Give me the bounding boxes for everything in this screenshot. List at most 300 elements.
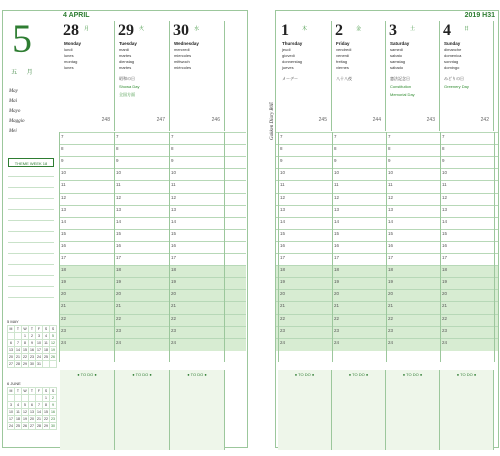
grid-divider bbox=[59, 132, 60, 362]
day-name: samedi bbox=[390, 47, 403, 52]
hour-label: 17 bbox=[388, 255, 394, 261]
hour-label: 24 bbox=[334, 339, 340, 345]
mini-calendar-may: 5 MAY M T W T F S S 1 2 3 4 5 6 7 8 9 10 11 12 13 14 15 16 17 18 19 20 21 22 23 24 25 26 27 28 29 30 31 bbox=[7, 319, 55, 366]
hour-label: 11 bbox=[334, 182, 339, 188]
header-month: 4 APRIL bbox=[63, 12, 90, 19]
day-number: 29 bbox=[118, 22, 134, 39]
cal-day: 3 bbox=[8, 402, 15, 409]
day-name: lunes bbox=[64, 65, 74, 70]
day-name: domingo bbox=[444, 65, 460, 70]
cal-day bbox=[22, 395, 29, 402]
todo-label: ● TO DO ● bbox=[132, 372, 152, 377]
cal-day: 23 bbox=[51, 417, 55, 421]
day-name: domenica bbox=[444, 53, 462, 58]
day-name: jueves bbox=[282, 65, 294, 70]
hour-label: 22 bbox=[171, 315, 177, 321]
memo-line bbox=[8, 253, 54, 254]
hour-label: 11 bbox=[61, 182, 66, 188]
cal-day: 21 bbox=[16, 355, 20, 359]
cal-day: 14 bbox=[16, 348, 20, 352]
cal-weekday: F bbox=[36, 326, 43, 333]
cal-day bbox=[29, 395, 36, 402]
hour-label: 22 bbox=[334, 315, 340, 321]
hour-label: 23 bbox=[334, 327, 340, 333]
day-name: mercredi bbox=[174, 47, 190, 52]
cal-weekday: S bbox=[43, 326, 50, 333]
todo-label: ● TO DO ● bbox=[187, 372, 207, 377]
hour-label: 22 bbox=[61, 315, 67, 321]
hour-label: 15 bbox=[388, 230, 394, 236]
hour-label: 23 bbox=[171, 327, 177, 333]
cal-day: 11 bbox=[44, 341, 48, 345]
cal-day: 4 bbox=[43, 333, 50, 340]
cal-day: 22 bbox=[23, 355, 27, 359]
cal-day: 25 bbox=[16, 424, 20, 428]
grid-divider bbox=[278, 132, 279, 362]
hour-label: 10 bbox=[116, 170, 122, 176]
todo-box[interactable] bbox=[115, 370, 170, 450]
hour-label: 11 bbox=[171, 182, 176, 188]
hour-label: 20 bbox=[334, 291, 340, 297]
cal-day: 18 bbox=[16, 417, 20, 421]
day-names bbox=[444, 41, 461, 71]
hour-label: 24 bbox=[171, 339, 177, 345]
day-name: donnerstag bbox=[282, 59, 303, 64]
day-name: freitag bbox=[336, 59, 348, 64]
cal-day bbox=[50, 361, 57, 368]
cal-day: 6 bbox=[29, 402, 36, 409]
theme-week-label: THEME WEEK 18 bbox=[8, 158, 54, 167]
day-weekday-jp: 土 bbox=[410, 26, 416, 32]
memo-line bbox=[8, 231, 54, 232]
day-name: miércoles bbox=[174, 65, 192, 70]
hour-label: 9 bbox=[334, 158, 337, 164]
holiday-line: 昭和の日 bbox=[119, 76, 135, 81]
hour-label: 11 bbox=[388, 182, 393, 188]
grid-divider bbox=[169, 132, 170, 362]
day-column bbox=[60, 21, 115, 131]
hour-label: 21 bbox=[388, 303, 394, 309]
day-name: montag bbox=[64, 59, 78, 64]
day-weekday-jp: 火 bbox=[139, 26, 145, 32]
cal-day bbox=[15, 395, 22, 402]
cal-day: 24 bbox=[9, 424, 13, 428]
grid-divider bbox=[440, 132, 441, 362]
holiday-note bbox=[282, 75, 298, 83]
memo-line bbox=[8, 209, 54, 210]
day-name: lunes bbox=[64, 53, 74, 58]
todo-label: ● TO DO ● bbox=[456, 372, 477, 377]
day-number: 2 bbox=[335, 22, 343, 39]
hour-label: 7 bbox=[334, 134, 337, 139]
hour-label: 13 bbox=[116, 206, 122, 212]
cal-day: 28 bbox=[16, 362, 20, 366]
holiday-note bbox=[390, 75, 415, 99]
cal-day: 27 bbox=[30, 424, 34, 428]
cal-day: 12 bbox=[23, 410, 27, 414]
hour-label: 24 bbox=[116, 339, 122, 345]
hour-label: 14 bbox=[61, 218, 67, 224]
day-name: Wednesday bbox=[174, 41, 199, 46]
left-hour-grid bbox=[59, 132, 246, 362]
memo-line bbox=[8, 187, 54, 188]
cal-day: 22 bbox=[44, 417, 48, 421]
hour-label: 9 bbox=[171, 158, 174, 164]
day-name: viernes bbox=[336, 65, 349, 70]
cal-day: 5 bbox=[22, 402, 29, 409]
hour-label: 23 bbox=[280, 327, 286, 333]
cal-weekday: W bbox=[23, 327, 27, 331]
cal-day: 7 bbox=[36, 402, 43, 409]
day-number: 30 bbox=[173, 22, 189, 39]
day-name: vendredi bbox=[336, 47, 352, 52]
day-names bbox=[336, 41, 351, 71]
cal-day: 5 bbox=[50, 333, 57, 340]
hour-label: 9 bbox=[280, 158, 283, 164]
day-column bbox=[386, 21, 440, 131]
hour-label: 10 bbox=[388, 170, 394, 176]
cal-weekday: M bbox=[8, 388, 15, 395]
hour-label: 23 bbox=[116, 327, 122, 333]
hour-label: 8 bbox=[61, 146, 64, 152]
hour-label: 13 bbox=[280, 206, 286, 212]
cal-day: 2 bbox=[50, 395, 57, 402]
cal-day: 19 bbox=[51, 348, 55, 352]
day-column bbox=[332, 21, 386, 131]
cal-day: 13 bbox=[9, 348, 13, 352]
cal-day: 14 bbox=[37, 410, 41, 414]
cal-day: 18 bbox=[44, 348, 48, 352]
cal-day bbox=[8, 333, 15, 340]
hour-label: 10 bbox=[280, 170, 286, 176]
hour-label: 16 bbox=[334, 242, 340, 248]
day-name: venerdì bbox=[336, 53, 350, 58]
todo-box[interactable] bbox=[278, 370, 332, 450]
day-number: 28 bbox=[63, 22, 79, 39]
cal-weekday: F bbox=[36, 388, 43, 395]
cal-day: 21 bbox=[37, 417, 41, 421]
hour-label: 12 bbox=[61, 194, 67, 200]
holiday-line: 憲法記念日 bbox=[390, 76, 410, 81]
todo-box[interactable] bbox=[60, 370, 115, 450]
hour-label: 15 bbox=[116, 230, 122, 236]
hour-label: 22 bbox=[280, 315, 286, 321]
hour-label: 7 bbox=[388, 134, 391, 139]
cal-day bbox=[43, 361, 50, 368]
hour-label: 7 bbox=[442, 134, 445, 139]
cal-day: 16 bbox=[30, 348, 34, 352]
hour-label: 21 bbox=[334, 303, 340, 309]
cal-day: 13 bbox=[30, 410, 34, 414]
cal-day: 27 bbox=[9, 362, 13, 366]
hour-label: 12 bbox=[116, 194, 122, 200]
hour-label: 7 bbox=[171, 134, 174, 139]
day-name: giovedì bbox=[282, 53, 295, 58]
hour-label: 15 bbox=[280, 230, 286, 236]
day-number: 4 bbox=[443, 22, 451, 39]
hour-label: 16 bbox=[280, 242, 286, 248]
right-hour-grid bbox=[276, 132, 498, 362]
day-names bbox=[174, 41, 199, 71]
hour-label: 12 bbox=[334, 194, 340, 200]
hour-label: 17 bbox=[442, 255, 448, 261]
day-name: sábado bbox=[390, 65, 404, 70]
days-remaining: 246 bbox=[211, 117, 220, 123]
hour-label: 24 bbox=[61, 339, 67, 345]
hour-label: 8 bbox=[388, 146, 391, 152]
hour-label: 21 bbox=[442, 303, 448, 309]
day-name: mardi bbox=[119, 47, 130, 52]
day-names bbox=[64, 41, 81, 71]
holiday-line: 八十八夜 bbox=[336, 76, 352, 81]
cal-weekday: S bbox=[50, 388, 57, 395]
cal-day: 9 bbox=[50, 402, 57, 409]
cal-day: 16 bbox=[51, 410, 55, 414]
hour-label: 22 bbox=[388, 315, 394, 321]
cal-day: 2 bbox=[29, 333, 36, 340]
hour-label: 16 bbox=[388, 242, 394, 248]
holiday-line: Constitution bbox=[390, 84, 412, 89]
hour-label: 18 bbox=[171, 267, 177, 273]
cal-day: 30 bbox=[51, 424, 55, 428]
memo-line bbox=[8, 264, 54, 265]
hour-label: 14 bbox=[442, 218, 448, 224]
todo-label: ● TO DO ● bbox=[348, 372, 369, 377]
hour-label: 19 bbox=[171, 279, 177, 285]
cal-day: 26 bbox=[51, 355, 55, 359]
todo-box[interactable] bbox=[440, 370, 494, 450]
day-name: martes bbox=[119, 53, 132, 58]
hour-label: 15 bbox=[61, 230, 67, 236]
cal-day: 26 bbox=[23, 424, 27, 428]
day-weekday-jp: 水 bbox=[194, 26, 200, 32]
day-name: jeudi bbox=[282, 47, 291, 52]
day-names bbox=[282, 41, 302, 71]
cal-day bbox=[36, 395, 43, 402]
day-name: Sunday bbox=[444, 41, 461, 46]
hour-label: 7 bbox=[61, 134, 64, 139]
hour-label: 18 bbox=[334, 267, 340, 273]
hour-label: 20 bbox=[61, 291, 67, 297]
memo-line bbox=[8, 198, 54, 199]
right-page bbox=[275, 10, 499, 448]
cal-weekday: T bbox=[29, 326, 36, 333]
cal-day: 7 bbox=[15, 340, 22, 347]
memo-line bbox=[8, 220, 54, 221]
day-name: Monday bbox=[64, 41, 82, 46]
hour-label: 12 bbox=[442, 194, 448, 200]
hour-label: 15 bbox=[171, 230, 177, 236]
hour-label: 8 bbox=[280, 146, 283, 152]
hour-label: 21 bbox=[280, 303, 286, 309]
cal-weekday: T bbox=[15, 388, 22, 395]
todo-box[interactable] bbox=[170, 370, 225, 450]
holiday-line: Greenery Day bbox=[444, 84, 469, 89]
todo-box[interactable] bbox=[332, 370, 386, 450]
day-name: dimanche bbox=[444, 47, 462, 52]
cal-day: 29 bbox=[44, 424, 48, 428]
cal-day: 15 bbox=[44, 410, 48, 414]
hour-label: 9 bbox=[442, 158, 445, 164]
hour-label: 9 bbox=[388, 158, 391, 164]
cal-day: 17 bbox=[9, 417, 13, 421]
hour-label: 19 bbox=[61, 279, 67, 285]
holiday-note bbox=[444, 75, 469, 91]
cal-day: 25 bbox=[44, 355, 48, 359]
cal-day: 10 bbox=[37, 341, 41, 345]
cal-day: 4 bbox=[15, 402, 22, 409]
day-name: martes bbox=[119, 65, 132, 70]
hour-label: 23 bbox=[61, 327, 67, 333]
days-remaining: 242 bbox=[480, 117, 489, 123]
left-page bbox=[2, 10, 248, 448]
hour-label: 23 bbox=[442, 327, 448, 333]
day-name: miercoles bbox=[174, 53, 192, 58]
hour-label: 17 bbox=[171, 255, 177, 261]
month-jp: 五 月 bbox=[11, 70, 37, 76]
day-column bbox=[440, 21, 494, 131]
hour-label: 18 bbox=[442, 267, 448, 273]
cal-day: 30 bbox=[30, 362, 34, 366]
hour-label: 17 bbox=[116, 255, 122, 261]
hour-label: 14 bbox=[334, 218, 340, 224]
hour-label: 21 bbox=[116, 303, 122, 309]
day-names bbox=[119, 41, 137, 71]
cal-day: 20 bbox=[9, 355, 13, 359]
memo-line bbox=[8, 176, 54, 177]
day-weekday-jp: 日 bbox=[464, 26, 470, 32]
header-year: 2019 H31 bbox=[464, 12, 495, 19]
hour-label: 12 bbox=[388, 194, 394, 200]
hour-label: 18 bbox=[280, 267, 286, 273]
hour-label: 24 bbox=[388, 339, 394, 345]
hour-label: 19 bbox=[116, 279, 122, 285]
day-name: lundi bbox=[64, 47, 73, 52]
day-name: sonntag bbox=[444, 59, 459, 64]
hour-label: 17 bbox=[334, 255, 340, 261]
hour-label: 11 bbox=[280, 182, 285, 188]
hour-label: 19 bbox=[388, 279, 394, 285]
hour-line bbox=[59, 338, 246, 351]
hour-label: 10 bbox=[61, 170, 67, 176]
cal-day: 28 bbox=[37, 424, 41, 428]
hour-label: 22 bbox=[442, 315, 448, 321]
hour-label: 15 bbox=[334, 230, 340, 236]
grid-divider bbox=[332, 132, 333, 362]
days-remaining: 248 bbox=[101, 117, 110, 123]
hour-label: 20 bbox=[171, 291, 177, 297]
cal-day: 1 bbox=[43, 395, 50, 402]
hour-label: 9 bbox=[116, 158, 119, 164]
hour-label: 16 bbox=[116, 242, 122, 248]
hour-label: 18 bbox=[116, 267, 122, 273]
cal-day: 11 bbox=[16, 410, 20, 414]
hour-label: 21 bbox=[61, 303, 67, 309]
hour-label: 10 bbox=[171, 170, 177, 176]
hour-label: 17 bbox=[61, 255, 67, 261]
todo-label: ● TO DO ● bbox=[77, 372, 97, 377]
cal-day: 24 bbox=[37, 355, 41, 359]
hour-label: 17 bbox=[280, 255, 286, 261]
hour-label: 13 bbox=[388, 206, 394, 212]
hour-label: 18 bbox=[388, 267, 394, 273]
cal-day: 17 bbox=[37, 348, 41, 352]
holiday-line: メーデー bbox=[282, 76, 298, 81]
hour-label: 10 bbox=[334, 170, 340, 176]
cal-weekday: T bbox=[15, 326, 22, 333]
hour-label: 14 bbox=[388, 218, 394, 224]
hour-label: 21 bbox=[171, 303, 177, 309]
day-column bbox=[170, 21, 225, 131]
hour-label: 14 bbox=[171, 218, 177, 224]
hour-label: 14 bbox=[280, 218, 286, 224]
mini-calendar-june: 6 JUNE M T W T F S S 1 2 3 4 5 6 7 8 9 10 11 12 13 14 15 16 17 18 19 20 21 22 23 24 25 26 27 28 29 30 bbox=[7, 381, 55, 428]
hour-label: 14 bbox=[116, 218, 122, 224]
holiday-note bbox=[336, 75, 352, 83]
hour-label: 10 bbox=[442, 170, 448, 176]
cal-day: 23 bbox=[30, 355, 34, 359]
cal-weekday: M bbox=[8, 326, 15, 333]
cal-weekday: W bbox=[23, 389, 27, 393]
day-name: sabato bbox=[390, 53, 403, 58]
todo-box[interactable] bbox=[386, 370, 440, 450]
day-column bbox=[278, 21, 332, 131]
cal-day: 10 bbox=[9, 410, 13, 414]
hour-label: 20 bbox=[280, 291, 286, 297]
cal-weekday: T bbox=[29, 388, 36, 395]
hour-label: 20 bbox=[388, 291, 394, 297]
cal-weekday: S bbox=[50, 326, 57, 333]
day-name: dienstag bbox=[119, 59, 135, 64]
todo-label: ● TO DO ● bbox=[402, 372, 423, 377]
memo-line bbox=[8, 275, 54, 276]
hour-label: 13 bbox=[334, 206, 340, 212]
cal-day: 1 bbox=[22, 333, 29, 340]
hour-label: 23 bbox=[388, 327, 394, 333]
hour-label: 16 bbox=[61, 242, 67, 248]
memo-line bbox=[8, 297, 54, 298]
cal-day: 19 bbox=[23, 417, 27, 421]
hour-label: 11 bbox=[116, 182, 121, 188]
day-name: Tuesday bbox=[119, 41, 137, 46]
grid-divider bbox=[224, 132, 225, 362]
day-name: Friday bbox=[336, 41, 350, 46]
cal-day: 9 bbox=[29, 340, 36, 347]
hour-line bbox=[276, 338, 498, 351]
hour-label: 24 bbox=[280, 339, 286, 345]
hour-label: 13 bbox=[171, 206, 177, 212]
days-remaining: 244 bbox=[372, 117, 381, 123]
memo-line bbox=[8, 242, 54, 243]
hour-label: 20 bbox=[116, 291, 122, 297]
holiday-line: 全国方面 bbox=[119, 92, 135, 97]
hour-label: 12 bbox=[171, 194, 177, 200]
cal-day: 3 bbox=[36, 333, 43, 340]
cal-day: 15 bbox=[23, 348, 27, 352]
cal-day bbox=[8, 395, 15, 402]
hour-label: 24 bbox=[442, 339, 448, 345]
day-weekday-jp: 金 bbox=[356, 26, 362, 32]
hour-label: 13 bbox=[442, 206, 448, 212]
hour-label: 13 bbox=[61, 206, 67, 212]
holiday-line: みどりの日 bbox=[444, 76, 464, 81]
month-names: May Mai Mayo Maggio Mei bbox=[9, 89, 25, 134]
cal-day: 8 bbox=[43, 402, 50, 409]
cal-day: 8 bbox=[22, 340, 29, 347]
todo-label: ● TO DO ● bbox=[294, 372, 315, 377]
cal-day bbox=[15, 333, 22, 340]
hour-label: 8 bbox=[334, 146, 337, 152]
